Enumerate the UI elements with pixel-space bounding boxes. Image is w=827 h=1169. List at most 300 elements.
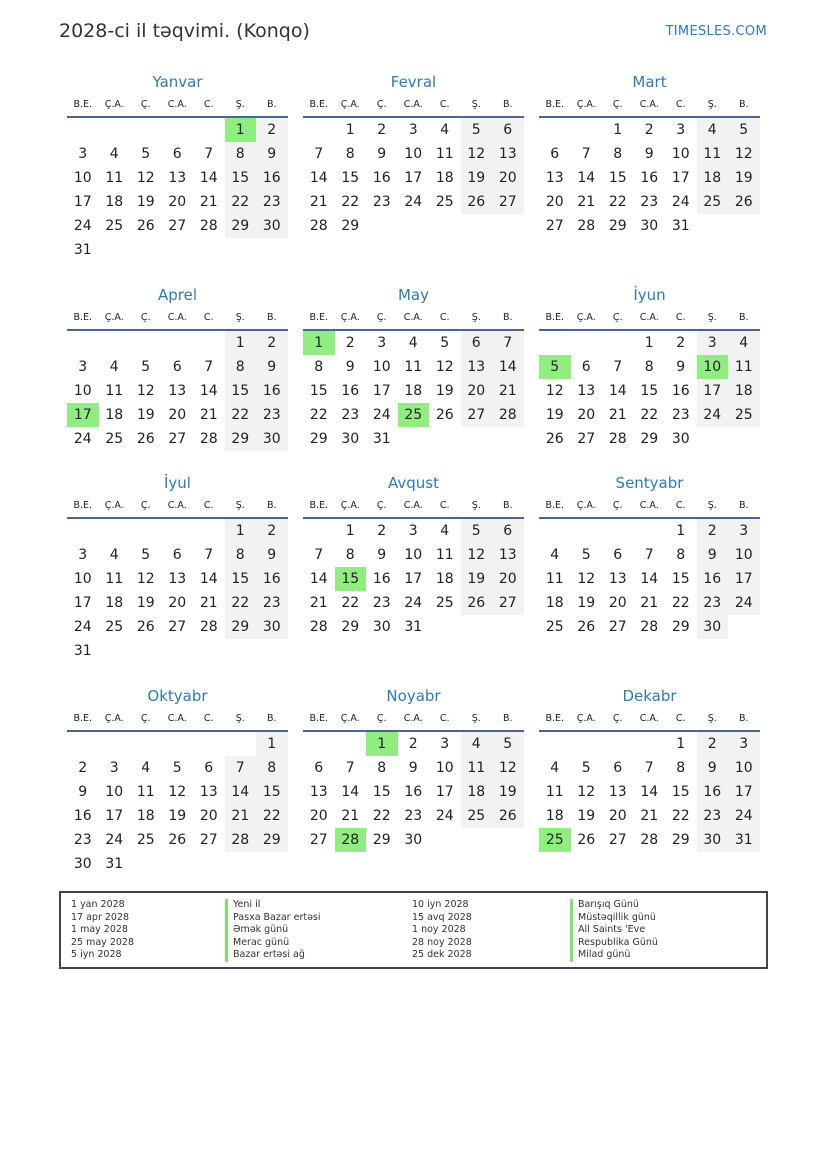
weekday-label: B.E. [309, 713, 329, 724]
weekday-label: B.E. [73, 713, 93, 724]
day-cell: 13 [168, 170, 187, 186]
day-cell: 21 [225, 804, 257, 828]
day-cell: 25 [105, 218, 124, 234]
day-cell: 28 [199, 619, 218, 635]
empty-cell [162, 331, 194, 355]
day-cell: 28 [199, 431, 218, 447]
day-cell: 14 [199, 571, 218, 587]
weekday-label: Ş. [471, 713, 481, 724]
day-cell: 8 [225, 142, 257, 166]
day-grid [303, 118, 524, 238]
month-oktyabr [67, 684, 288, 876]
empty-cell [602, 331, 634, 355]
month-may [303, 283, 524, 451]
day-cell: 15 [671, 571, 690, 587]
day-cell: 1 [676, 736, 686, 752]
day-cell: 4 [728, 331, 760, 355]
day-cell: 29 [372, 832, 391, 848]
day-cell: 14 [199, 383, 218, 399]
weekday-label: Ç. [140, 312, 151, 323]
weekday-label: C.A. [403, 99, 423, 110]
day-cell: 28 [608, 431, 627, 447]
legend-entry: 25 dek 2028 [412, 949, 472, 960]
day-cell: 6 [613, 760, 623, 776]
day-cell: 3 [697, 331, 729, 355]
day-cell: 12 [577, 784, 596, 800]
day-cell: 17 [73, 595, 92, 611]
day-grid [67, 331, 288, 451]
day-cell: 6 [314, 760, 324, 776]
weekday-label: Ç.A. [340, 500, 360, 511]
day-cell: 17 [728, 567, 760, 591]
weekday-label: Ç. [612, 312, 623, 323]
day-cell: 20 [168, 407, 187, 423]
day-cell: 5 [461, 519, 493, 543]
empty-cell [130, 732, 162, 756]
day-cell: 1 [676, 523, 686, 539]
day-cell: 12 [136, 383, 155, 399]
day-cell: 12 [461, 142, 493, 166]
day-cell: 7 [492, 331, 524, 355]
day-cell: 28 [309, 619, 328, 635]
day-cell: 25 [728, 403, 760, 427]
day-cell: 12 [168, 784, 187, 800]
day-cell: 16 [697, 780, 729, 804]
weekday-label: C. [203, 713, 214, 724]
day-cell: 30 [697, 828, 729, 852]
month-name: Avqust [388, 474, 439, 492]
weekday-header [303, 708, 524, 732]
empty-cell [539, 732, 571, 756]
day-cell: 19 [435, 383, 454, 399]
day-cell: 14 [309, 571, 328, 587]
day-cell: 11 [461, 756, 493, 780]
day-cell: 6 [613, 547, 623, 563]
day-cell: 22 [372, 808, 391, 824]
day-cell: 27 [168, 218, 187, 234]
legend-entry: Müstəqillik günü [570, 912, 658, 925]
brand-link[interactable]: TIMESLES.COM [665, 24, 767, 39]
day-cell: 8 [225, 543, 257, 567]
weekday-label: C. [675, 312, 686, 323]
day-cell: 7 [204, 146, 214, 162]
day-cell: 6 [461, 331, 493, 355]
day-cell: 15 [341, 170, 360, 186]
empty-cell [571, 331, 603, 355]
weekday-label: C.A. [639, 312, 659, 323]
empty-cell [602, 519, 634, 543]
weekday-label: B.E. [73, 99, 93, 110]
day-cell: 18 [545, 808, 564, 824]
weekday-label: Ç. [376, 312, 387, 323]
holiday-day-cell: 1 [366, 732, 398, 756]
weekday-label: Ç. [612, 500, 623, 511]
day-cell: 23 [256, 190, 288, 214]
day-cell: 11 [435, 547, 454, 563]
day-cell: 15 [256, 780, 288, 804]
legend-dates-right [412, 899, 472, 962]
legend-names-left [225, 899, 321, 962]
day-grid [67, 118, 288, 262]
day-cell: 27 [545, 218, 564, 234]
legend-entry: Respublika Günü [570, 937, 658, 950]
day-cell: 2 [78, 760, 88, 776]
day-cell: 8 [345, 146, 355, 162]
day-cell: 27 [199, 832, 218, 848]
day-cell: 3 [676, 122, 686, 138]
weekday-label: C. [439, 99, 450, 110]
weekday-label: Ç. [140, 713, 151, 724]
day-cell: 20 [492, 567, 524, 591]
day-cell: 29 [309, 431, 328, 447]
day-cell: 15 [671, 784, 690, 800]
legend-entry: 10 iyn 2028 [412, 899, 469, 910]
day-cell: 18 [136, 808, 155, 824]
day-cell: 31 [73, 242, 92, 258]
weekday-label: Ç. [376, 99, 387, 110]
day-cell: 26 [577, 832, 596, 848]
weekday-label: B. [502, 312, 513, 323]
day-cell: 4 [550, 760, 560, 776]
month-i̇yun [539, 283, 760, 451]
day-cell: 7 [581, 146, 591, 162]
month-name: Sentyabr [615, 474, 684, 492]
day-cell: 2 [644, 122, 654, 138]
day-cell: 24 [404, 595, 423, 611]
day-grid [539, 519, 760, 639]
day-cell: 26 [492, 804, 524, 828]
day-cell: 27 [461, 403, 493, 427]
weekday-label: Ç. [140, 500, 151, 511]
day-cell: 7 [644, 547, 654, 563]
weekday-header [539, 307, 760, 331]
weekday-label: B. [502, 99, 513, 110]
day-cell: 22 [225, 591, 257, 615]
day-cell: 3 [109, 760, 119, 776]
day-cell: 29 [225, 214, 257, 238]
day-cell: 3 [408, 122, 418, 138]
day-cell: 11 [728, 355, 760, 379]
day-cell: 2 [697, 519, 729, 543]
weekday-label: Ç.A. [576, 500, 596, 511]
day-cell: 3 [728, 519, 760, 543]
day-cell: 9 [644, 146, 654, 162]
day-cell: 17 [372, 383, 391, 399]
day-cell: 7 [225, 756, 257, 780]
month-name: Oktyabr [147, 687, 208, 705]
weekday-label: B.E. [309, 99, 329, 110]
day-cell: 23 [256, 591, 288, 615]
day-cell: 29 [225, 615, 257, 639]
weekday-header [539, 94, 760, 118]
day-cell: 28 [640, 619, 659, 635]
day-cell: 5 [141, 146, 151, 162]
day-cell: 18 [697, 166, 729, 190]
day-cell: 10 [671, 146, 690, 162]
weekday-label: Ç. [140, 99, 151, 110]
weekday-label: C.A. [639, 500, 659, 511]
day-grid [303, 732, 524, 852]
day-cell: 16 [404, 784, 423, 800]
weekday-header [303, 495, 524, 519]
weekday-label: C.A. [639, 99, 659, 110]
day-cell: 2 [697, 732, 729, 756]
day-cell: 13 [492, 142, 524, 166]
day-cell: 19 [545, 407, 564, 423]
day-cell: 19 [136, 595, 155, 611]
day-cell: 13 [461, 355, 493, 379]
day-cell: 10 [404, 146, 423, 162]
day-cell: 21 [199, 194, 218, 210]
day-cell: 21 [640, 595, 659, 611]
day-cell: 18 [728, 379, 760, 403]
day-cell: 26 [168, 832, 187, 848]
day-cell: 13 [199, 784, 218, 800]
weekday-label: Ç. [376, 500, 387, 511]
day-cell: 31 [404, 619, 423, 635]
day-grid [539, 732, 760, 852]
weekday-label: C. [203, 500, 214, 511]
weekday-header [67, 307, 288, 331]
day-cell: 7 [345, 760, 355, 776]
weekday-label: Ç.A. [340, 312, 360, 323]
weekday-label: Ç.A. [340, 99, 360, 110]
day-cell: 1 [345, 523, 355, 539]
day-cell: 21 [640, 808, 659, 824]
day-cell: 22 [256, 804, 288, 828]
empty-cell [193, 118, 225, 142]
day-cell: 2 [676, 335, 686, 351]
month-name: Yanvar [152, 73, 203, 91]
weekday-label: B. [738, 99, 749, 110]
holiday-day-cell: 25 [539, 828, 571, 852]
day-cell: 13 [309, 784, 328, 800]
day-cell: 23 [372, 194, 391, 210]
empty-cell [193, 732, 225, 756]
day-cell: 14 [492, 355, 524, 379]
weekday-label: B. [266, 312, 277, 323]
weekday-header [539, 708, 760, 732]
day-cell: 16 [73, 808, 92, 824]
day-cell: 2 [256, 331, 288, 355]
holiday-day-cell: 25 [398, 403, 430, 427]
legend-entry: Milad günü [570, 949, 658, 962]
day-cell: 26 [136, 218, 155, 234]
day-cell: 1 [613, 122, 623, 138]
holiday-day-cell: 1 [225, 118, 257, 142]
holiday-day-cell: 5 [539, 355, 571, 379]
empty-cell [162, 519, 194, 543]
weekday-label: C.A. [639, 713, 659, 724]
day-cell: 24 [728, 804, 760, 828]
legend-entry: 28 noy 2028 [412, 936, 472, 948]
day-cell: 12 [136, 571, 155, 587]
day-cell: 27 [608, 832, 627, 848]
day-cell: 18 [105, 194, 124, 210]
day-cell: 13 [608, 784, 627, 800]
day-cell: 4 [440, 122, 450, 138]
empty-cell [99, 519, 131, 543]
day-cell: 11 [105, 170, 124, 186]
weekday-label: Ş. [471, 312, 481, 323]
day-cell: 4 [697, 118, 729, 142]
weekday-label: C. [203, 312, 214, 323]
empty-cell [130, 118, 162, 142]
day-cell: 23 [697, 804, 729, 828]
weekday-header [539, 495, 760, 519]
day-cell: 16 [256, 379, 288, 403]
day-cell: 25 [105, 619, 124, 635]
day-cell: 12 [461, 543, 493, 567]
day-cell: 23 [256, 403, 288, 427]
weekday-label: B. [502, 500, 513, 511]
day-cell: 12 [728, 142, 760, 166]
day-cell: 8 [345, 547, 355, 563]
day-cell: 27 [168, 619, 187, 635]
legend-entry: Əmək günü [225, 924, 321, 937]
day-cell: 18 [461, 780, 493, 804]
day-grid [67, 732, 288, 876]
weekday-label: B.E. [309, 312, 329, 323]
empty-cell [162, 732, 194, 756]
day-cell: 1 [345, 122, 355, 138]
empty-cell [162, 118, 194, 142]
day-cell: 14 [608, 383, 627, 399]
month-name: İyul [164, 474, 191, 492]
day-cell: 28 [640, 832, 659, 848]
weekday-label: Ş. [235, 312, 245, 323]
weekday-label: C. [439, 312, 450, 323]
day-cell: 6 [172, 146, 182, 162]
empty-cell [303, 519, 335, 543]
day-cell: 3 [728, 732, 760, 756]
weekday-label: B.E. [73, 312, 93, 323]
day-cell: 10 [73, 383, 92, 399]
empty-cell [303, 118, 335, 142]
day-cell: 16 [341, 383, 360, 399]
day-cell: 2 [377, 122, 387, 138]
day-cell: 15 [225, 166, 257, 190]
day-cell: 3 [78, 547, 88, 563]
weekday-header [67, 94, 288, 118]
day-grid [303, 331, 524, 451]
empty-cell [130, 331, 162, 355]
day-cell: 2 [408, 736, 418, 752]
weekday-label: B.E. [73, 500, 93, 511]
weekday-label: B.E. [545, 99, 565, 110]
legend-entry: 1 yan 2028 [71, 899, 125, 910]
day-cell: 15 [225, 567, 257, 591]
day-cell: 5 [581, 760, 591, 776]
day-grid [303, 519, 524, 639]
day-grid [539, 331, 760, 451]
day-cell: 18 [105, 595, 124, 611]
legend-names-right [570, 899, 658, 962]
day-cell: 30 [256, 615, 288, 639]
weekday-label: B. [502, 713, 513, 724]
day-cell: 1 [644, 335, 654, 351]
day-cell: 21 [199, 407, 218, 423]
day-cell: 17 [73, 194, 92, 210]
day-cell: 31 [73, 643, 92, 659]
weekday-label: B. [266, 713, 277, 724]
day-cell: 30 [256, 427, 288, 451]
empty-cell [303, 732, 335, 756]
weekday-label: B.E. [545, 713, 565, 724]
day-cell: 25 [435, 194, 454, 210]
day-cell: 23 [697, 591, 729, 615]
day-cell: 28 [577, 218, 596, 234]
weekday-label: Ş. [235, 99, 245, 110]
day-cell: 14 [225, 780, 257, 804]
day-cell: 5 [141, 359, 151, 375]
day-cell: 8 [377, 760, 387, 776]
day-cell: 8 [676, 760, 686, 776]
day-cell: 16 [671, 383, 690, 399]
day-cell: 31 [372, 431, 391, 447]
day-cell: 26 [577, 619, 596, 635]
day-cell: 19 [577, 808, 596, 824]
day-cell: 10 [728, 543, 760, 567]
day-cell: 26 [136, 431, 155, 447]
day-cell: 30 [404, 832, 423, 848]
day-cell: 19 [461, 166, 493, 190]
day-cell: 5 [440, 335, 450, 351]
weekday-label: Ş. [471, 99, 481, 110]
day-cell: 14 [640, 784, 659, 800]
day-cell: 7 [613, 359, 623, 375]
day-cell: 14 [309, 170, 328, 186]
day-cell: 13 [545, 170, 564, 186]
day-cell: 6 [172, 359, 182, 375]
day-cell: 12 [136, 170, 155, 186]
day-cell: 13 [168, 571, 187, 587]
day-cell: 23 [404, 808, 423, 824]
weekday-label: Ş. [471, 500, 481, 511]
day-cell: 24 [73, 619, 92, 635]
day-cell: 24 [372, 407, 391, 423]
day-cell: 8 [314, 359, 324, 375]
legend-entry: 25 may 2028 [71, 936, 135, 948]
day-cell: 15 [372, 784, 391, 800]
weekday-label: C. [203, 99, 214, 110]
day-cell: 22 [671, 808, 690, 824]
weekday-label: C.A. [167, 312, 187, 323]
day-cell: 6 [492, 118, 524, 142]
day-cell: 17 [404, 571, 423, 587]
legend-entry: Barışıq Günü [570, 899, 658, 912]
weekday-label: B. [738, 312, 749, 323]
weekday-label: Ç.A. [576, 713, 596, 724]
day-cell: 29 [256, 828, 288, 852]
day-grid [539, 118, 760, 238]
day-cell: 22 [341, 194, 360, 210]
month-name: Noyabr [386, 687, 441, 705]
month-name: May [397, 286, 429, 304]
weekday-label: Ç.A. [576, 99, 596, 110]
empty-cell [539, 519, 571, 543]
day-cell: 26 [461, 591, 493, 615]
day-cell: 10 [435, 760, 454, 776]
day-cell: 14 [577, 170, 596, 186]
day-cell: 12 [492, 756, 524, 780]
day-cell: 25 [435, 595, 454, 611]
weekday-header [67, 495, 288, 519]
weekday-label: C.A. [167, 713, 187, 724]
day-cell: 8 [676, 547, 686, 563]
day-cell: 20 [608, 808, 627, 824]
legend-dates-left [71, 899, 134, 962]
